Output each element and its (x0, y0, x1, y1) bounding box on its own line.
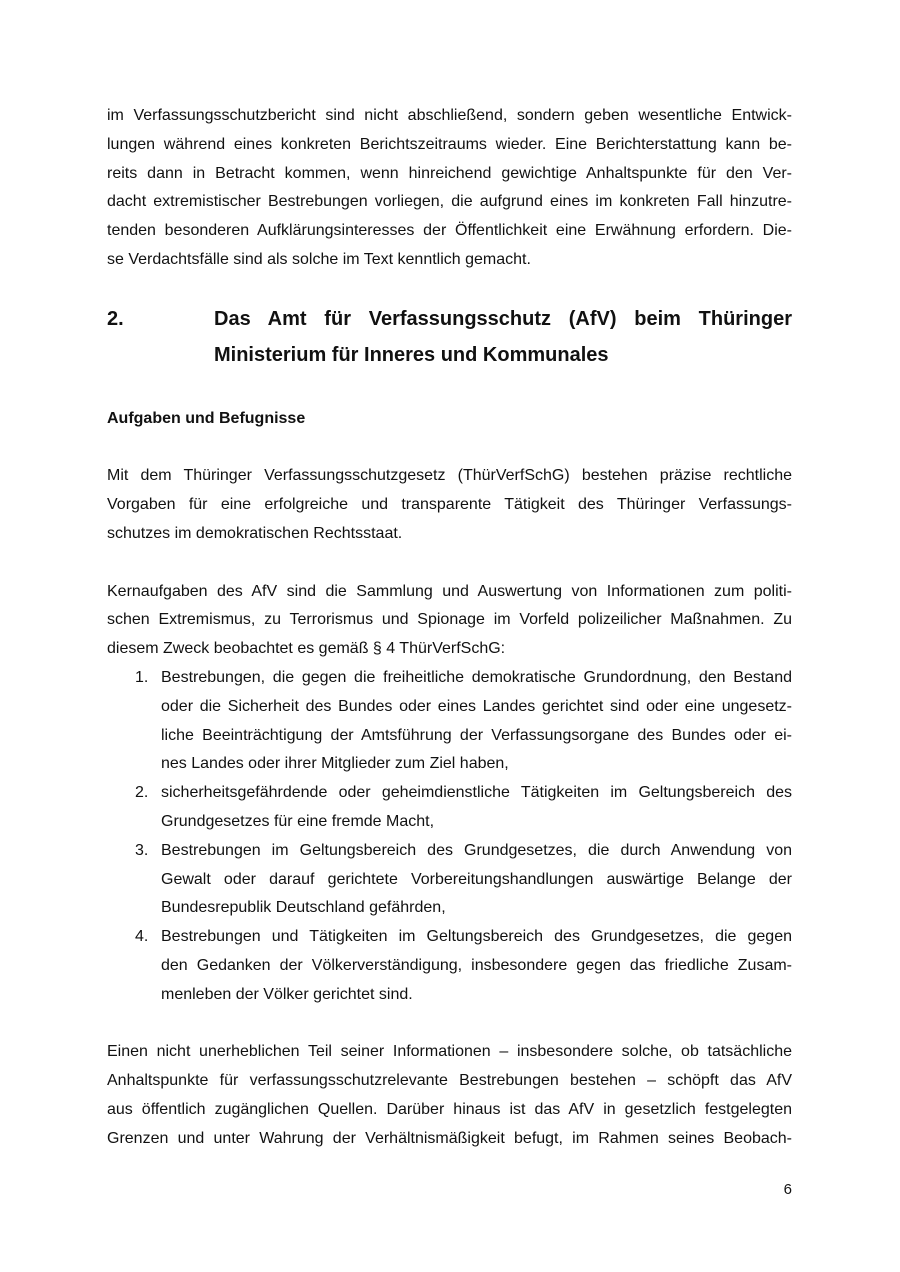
list-item (107, 779, 792, 837)
sources-paragraph (107, 1038, 792, 1153)
list-item-line: liche Beeinträchtigung der Amtsführung der Verfassungsorgane des Bundes oder ei- (161, 726, 792, 744)
task-list (107, 664, 792, 1010)
section-title-line: Das Amt für Verfassungsschutz (AfV) beim Thüringer (214, 307, 792, 330)
paragraph-line: schutzes im demokratischen Rechtsstaat. (107, 524, 403, 542)
paragraph-line: aus öffentlich zugänglichen Quellen. Darüber hinaus ist das AfV in gesetzlich festgelegten (107, 1100, 792, 1118)
paragraph-line: Kernaufgaben des AfV sind die Sammlung und Auswertung von Informationen zum politi- (107, 582, 792, 600)
list-item-text (161, 837, 792, 923)
section-title-line: Ministerium für Inneres und Kommunales (214, 343, 609, 366)
list-item-number: 3. (135, 841, 149, 859)
list-item-line: Bestrebungen, die gegen die freiheitliche demokratische Grundordnung, den Bestand (161, 668, 792, 686)
list-item-text (161, 923, 792, 1009)
paragraph-line: lungen während eines konkreten Berichtszeitraums wieder. Eine Berichterstattung kann be- (107, 135, 792, 153)
list-item-line: Bestrebungen und Tätigkeiten im Geltungsbereich des Grundgesetzes, die gegen (161, 928, 792, 946)
list-item-line: den Gedanken der Völkerverständigung, insbesondere gegen das friedliche Zusam- (161, 956, 792, 974)
list-item-number: 4. (135, 928, 149, 946)
paragraph-line: tenden besonderen Aufklärungsinteresses der Öffentlichkeit eine Erwähnung erfordern. Die- (107, 222, 792, 240)
paragraph-line: Anhaltspunkte für verfassungsschutzrelevante Bestrebungen bestehen – schöpft das AfV (107, 1072, 792, 1090)
list-item-text (161, 664, 792, 779)
list-item-number: 2. (135, 784, 149, 802)
paragraph-line: reits dann in Betracht kommen, wenn hinreichend gewichtige Anhaltspunkte für den Ver- (107, 164, 792, 182)
law-paragraph (107, 462, 792, 548)
paragraph-line: Einen nicht unerheblichen Teil seiner Informationen – insbesondere solche, ob tatsächliche (107, 1043, 792, 1061)
list-item-text (161, 779, 792, 837)
subheading: Aufgaben und Befugnisse (107, 409, 306, 427)
document-page (107, 102, 792, 1154)
list-item (107, 923, 792, 1009)
list-item (107, 837, 792, 923)
paragraph-line: dacht extremistischer Bestrebungen vorliegen, die aufgrund eines im konkreten Fall hinzutre- (107, 193, 792, 211)
page-number: 6 (783, 1181, 792, 1198)
list-item-line: Gewalt oder darauf gerichtete Vorbereitungshandlungen auswärtige Belange der (161, 870, 792, 888)
list-item-line: Bundesrepublik Deutschland gefährden, (161, 899, 446, 917)
intro-paragraph (107, 102, 792, 275)
list-item-line: menleben der Völker gerichtet sind. (161, 985, 413, 1003)
list-item-line: Bestrebungen im Geltungsbereich des Grundgesetzes, die durch Anwendung von (161, 841, 792, 859)
list-item-line: oder die Sicherheit des Bundes oder eines Landes gerichtet sind oder eine ungesetz- (161, 697, 792, 715)
paragraph-line: Mit dem Thüringer Verfassungsschutzgesetz (ThürVerfSchG) bestehen präzise rechtliche (107, 467, 792, 485)
paragraph-line: Grenzen und unter Wahrung der Verhältnismäßigkeit befugt, im Rahmen seines Beobach- (107, 1129, 792, 1147)
paragraph-line: diesem Zweck beobachtet es gemäß § 4 ThürVerfSchG: (107, 640, 506, 658)
paragraph-line: Vorgaben für eine erfolgreiche und transparente Tätigkeit des Thüringer Verfassungs- (107, 496, 792, 514)
section-title (214, 301, 792, 373)
paragraph-line: im Verfassungsschutzbericht sind nicht abschließend, sondern geben wesentliche Entwick- (107, 107, 792, 124)
list-item (107, 664, 792, 779)
section-number: 2. (107, 307, 124, 330)
list-item-number: 1. (135, 668, 149, 686)
list-item-line: nes Landes oder ihrer Mitglieder zum Ziel haben, (161, 755, 509, 773)
paragraph-line: schen Extremismus, zu Terrorismus und Spionage im Vorfeld polizeilicher Maßnahmen. Zu (107, 611, 792, 629)
tasks-paragraph (107, 578, 792, 664)
list-item-line: Grundgesetzes für eine fremde Macht, (161, 812, 435, 830)
section-heading (107, 301, 792, 373)
list-item-line: sicherheitsgefährdende oder geheimdienstliche Tätigkeiten im Geltungsbereich des (161, 784, 792, 802)
paragraph-line: se Verdachtsfälle sind als solche im Text kenntlich gemacht. (107, 250, 531, 268)
